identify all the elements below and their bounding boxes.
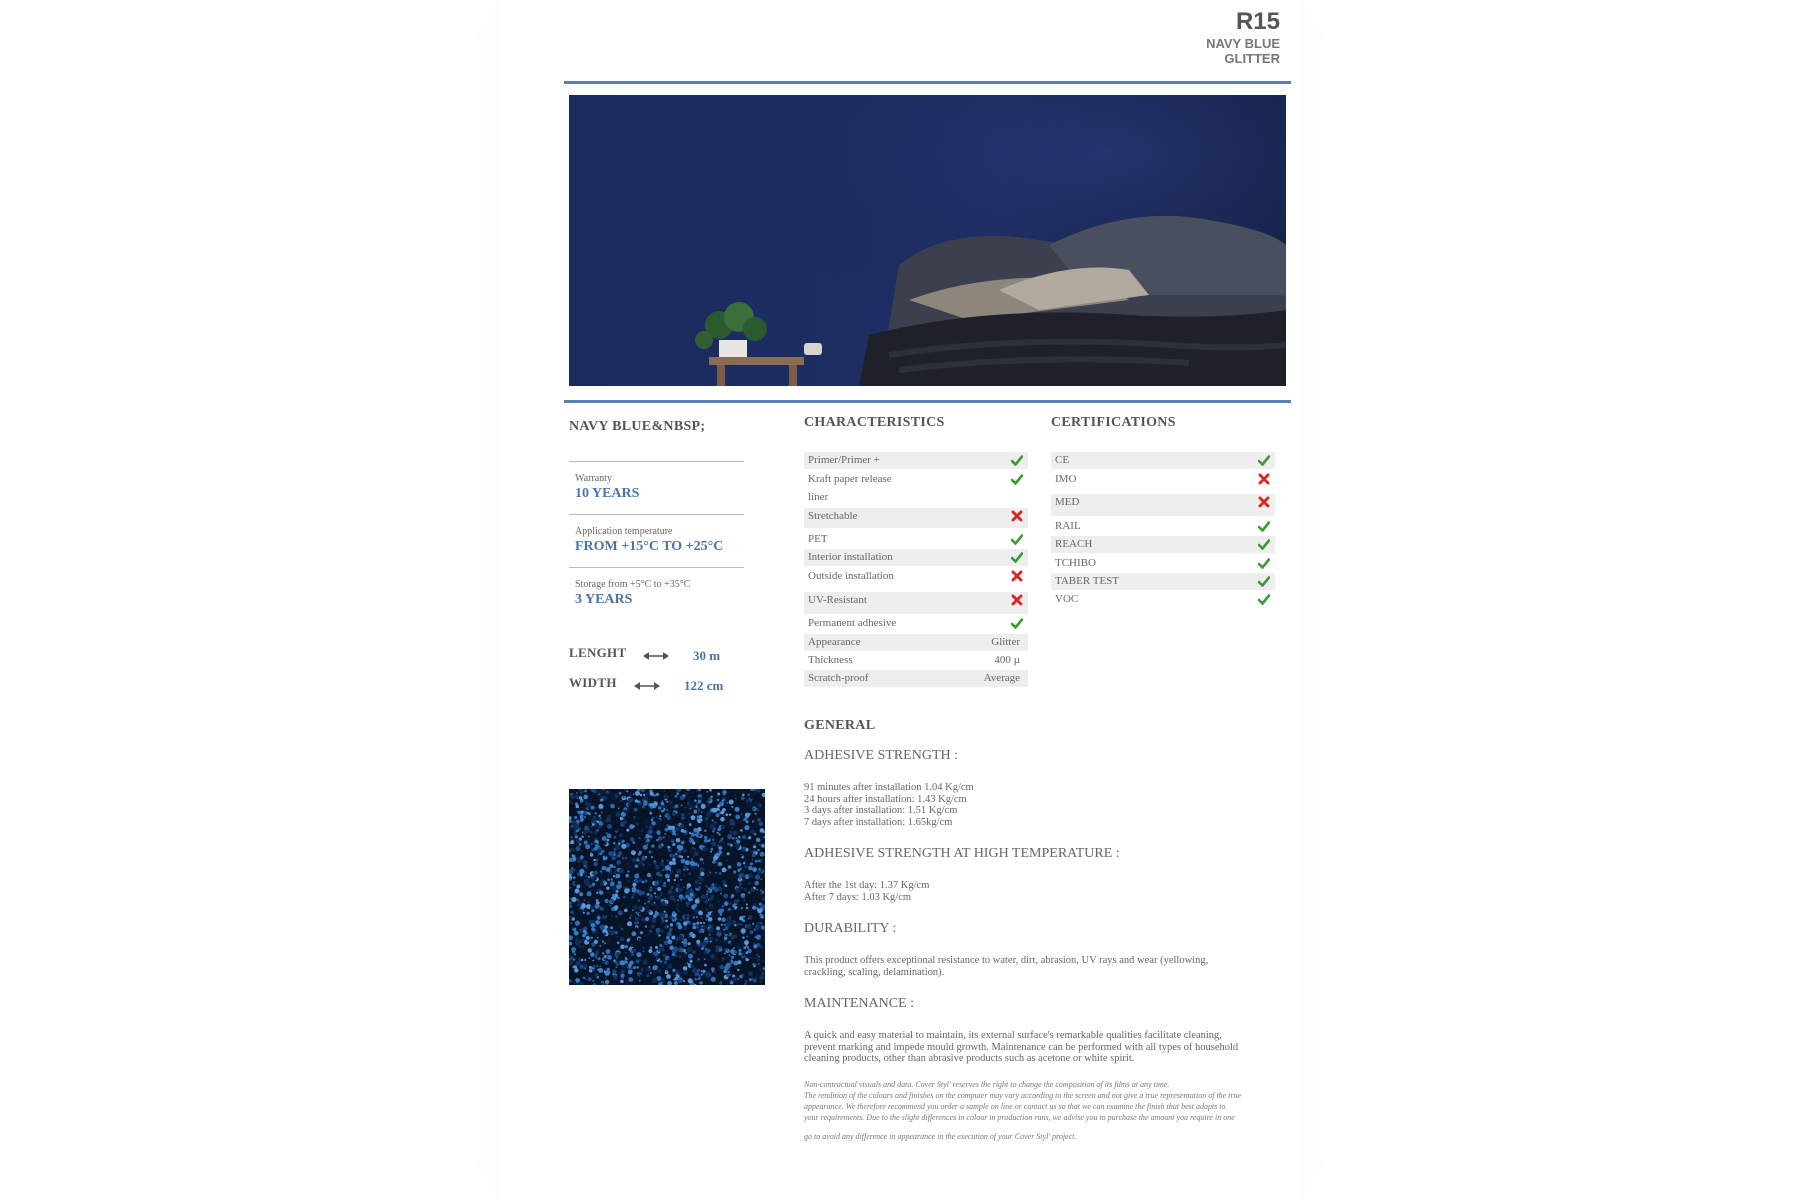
row-value: Average (983, 672, 1020, 684)
table-row (1051, 494, 1275, 516)
durability-title: DURABILITY : (804, 921, 897, 936)
check-icon (1258, 453, 1270, 471)
row-label-line: liner (808, 491, 829, 503)
row-label-line: Kraft paper release (808, 473, 892, 485)
row-label-line: Interior installation (808, 551, 893, 563)
text-line: prevent marking and impede mould growth. Maintenance can be performed with all types of household (804, 1041, 1239, 1053)
row-label-line: CE (1055, 454, 1070, 466)
text-line: your requirements. Due to the slight differences in colour in production runs, we advise you to purchase the amount you require in one (804, 1113, 1235, 1122)
glitter-texture-image (569, 789, 765, 985)
text-line: 24 hours after installation: 1.43 Kg/cm (804, 793, 967, 805)
room-photo (569, 95, 1286, 386)
row-label-line: VOC (1055, 593, 1079, 605)
cross-icon (1011, 593, 1023, 611)
high-temperature-title: ADHESIVE STRENGTH AT HIGH TEMPERATURE : (804, 846, 1120, 861)
check-icon (1258, 537, 1270, 555)
row-label-line: Thickness (808, 654, 853, 666)
row-label (808, 551, 893, 563)
certifications-title: CERTIFICATIONS (1051, 415, 1176, 430)
text-line: go to avoid any difference in appearance in the execution of your Cover Styl' project. (804, 1132, 1077, 1141)
storage-label: Storage from +5°C to +35°C (575, 579, 691, 590)
warranty-label: Warranty (575, 473, 612, 484)
table-row (804, 549, 1028, 566)
characteristics-title: CHARACTERISTICS (804, 415, 945, 430)
glitter-swatch (569, 789, 765, 985)
row-label (808, 533, 828, 545)
row-label (808, 510, 857, 522)
table-row (1051, 591, 1275, 608)
row-label (1055, 557, 1096, 569)
row-label (808, 570, 894, 582)
text-line: After 7 days: 1.03 Kg/cm (804, 891, 912, 903)
row-label-line: Primer/Primer + (808, 454, 880, 466)
check-icon (1258, 574, 1270, 592)
row-label-line: PET (808, 533, 828, 545)
table-row (804, 670, 1028, 687)
table-row (1051, 452, 1275, 469)
row-label (808, 672, 868, 684)
storage-value: 3 YEARS (575, 592, 633, 607)
row-label (808, 617, 896, 629)
table-row (1051, 573, 1275, 590)
high-temperature-text (804, 880, 929, 903)
temperature-label: Application temperature (575, 526, 673, 537)
text-line: 91 minutes after installation 1.04 Kg/cm (804, 782, 974, 793)
check-icon (1011, 532, 1023, 550)
row-label (1055, 496, 1079, 508)
row-label-line: Stretchable (808, 510, 858, 522)
temperature-value: FROM +15°C TO +25°C (575, 539, 724, 554)
check-icon (1011, 453, 1023, 471)
table-row (804, 568, 1028, 588)
check-icon (1258, 556, 1270, 574)
check-icon (1011, 550, 1023, 568)
row-label (808, 454, 880, 466)
product-name-line2: GLITTER (1224, 51, 1280, 66)
table-row (804, 452, 1028, 469)
row-label (1055, 454, 1069, 466)
text-line: crackling, scaling, delamination). (804, 966, 945, 978)
row-label-line: TCHIBO (1055, 557, 1096, 569)
table-row (804, 508, 1028, 528)
row-label-line: TABER TEST (1055, 575, 1120, 587)
check-icon (1011, 616, 1023, 634)
durability-text (804, 955, 1208, 978)
disclaimer (804, 1079, 1304, 1142)
check-icon (1011, 472, 1023, 490)
warranty-value: 10 YEARS (575, 486, 640, 501)
row-label-line: RAIL (1055, 520, 1081, 532)
row-label-line: Appearance (808, 636, 861, 648)
divider (569, 461, 744, 462)
cross-icon (1258, 495, 1270, 513)
top-divider (564, 81, 1291, 84)
width-label: WIDTH (569, 675, 617, 690)
row-label (808, 594, 867, 606)
table-row (804, 652, 1028, 669)
divider (569, 567, 744, 568)
double-arrow-icon (643, 648, 669, 666)
row-label-line: Scratch-proof (808, 672, 869, 684)
general-title: GENERAL (804, 718, 876, 733)
row-value: 400 µ (994, 654, 1020, 666)
table-row (804, 615, 1028, 632)
row-label-line: Permanent adhesive (808, 617, 897, 629)
row-label (1055, 538, 1092, 550)
product-name (1150, 36, 1280, 66)
middle-divider (564, 400, 1291, 403)
text-line: This product offers exceptional resistance to water, dirt, abrasion, UV rays and wear (yellowing, (804, 955, 1209, 966)
text-line: appearance. We therefore recommend you order a sample on line or contact us so that we can examine the finish that best adapts to (804, 1102, 1226, 1111)
double-arrow-icon (634, 678, 660, 696)
table-row (804, 592, 1028, 614)
text-line: A quick and easy material to maintain, its external surface's remarkable qualities facilitate cleaning, (804, 1030, 1222, 1041)
cross-icon (1258, 472, 1270, 490)
text-line: cleaning products, other than abrasive products such as acetone or white spirit. (804, 1053, 1135, 1064)
text-line: The rendition of the colours and finishes on the computer may vary according to the screen and not give a true representation of the true (804, 1091, 1242, 1100)
row-label-line: MED (1055, 496, 1080, 508)
text-line: After the 1st day: 1.37 Kg/cm (804, 880, 930, 891)
table-row (804, 531, 1028, 548)
table-row (1051, 471, 1275, 491)
row-label-line: REACH (1055, 538, 1093, 550)
row-label (1055, 575, 1119, 587)
maintenance-text (804, 1030, 1238, 1065)
row-label-line: Outside installation (808, 570, 894, 582)
table-row (804, 634, 1028, 651)
check-icon (1258, 519, 1270, 537)
row-label (808, 473, 892, 503)
width-value: 122 cm (684, 678, 724, 693)
text-line: 3 days after installation: 1.51 Kg/cm (804, 805, 958, 816)
row-label-line: IMO (1055, 473, 1077, 485)
adhesive-strength-text (804, 782, 974, 828)
text-line: Non-contractual visuals and data. Cover Styl' reserves the right to change the composition of its films at any time. (804, 1080, 1170, 1089)
maintenance-title: MAINTENANCE : (804, 996, 915, 1011)
bedroom-scene-image (569, 95, 1286, 386)
row-label (1055, 473, 1076, 485)
product-name-line1: NAVY BLUE (1206, 36, 1280, 51)
table-row (804, 471, 1028, 505)
cross-icon (1011, 509, 1023, 527)
adhesive-strength-title: ADHESIVE STRENGTH : (804, 748, 958, 763)
row-label-line: UV-Resistant (808, 594, 867, 606)
row-label (808, 654, 853, 666)
row-value: Glitter (991, 636, 1020, 648)
table-row (1051, 555, 1275, 572)
cross-icon (1011, 569, 1023, 587)
product-code: R15 (1235, 8, 1280, 35)
row-label (1055, 520, 1081, 532)
divider (569, 514, 744, 515)
row-label (1055, 593, 1078, 605)
check-icon (1258, 592, 1270, 610)
table-row (1051, 518, 1275, 535)
table-row (1051, 536, 1275, 553)
text-line: 7 days after installation: 1.65kg/cm (804, 816, 953, 828)
length-label: LENGHT (569, 645, 627, 660)
product-title: NAVY BLUE&NBSP; (569, 419, 706, 434)
length-value: 30 m (693, 648, 721, 663)
row-label (808, 636, 861, 648)
